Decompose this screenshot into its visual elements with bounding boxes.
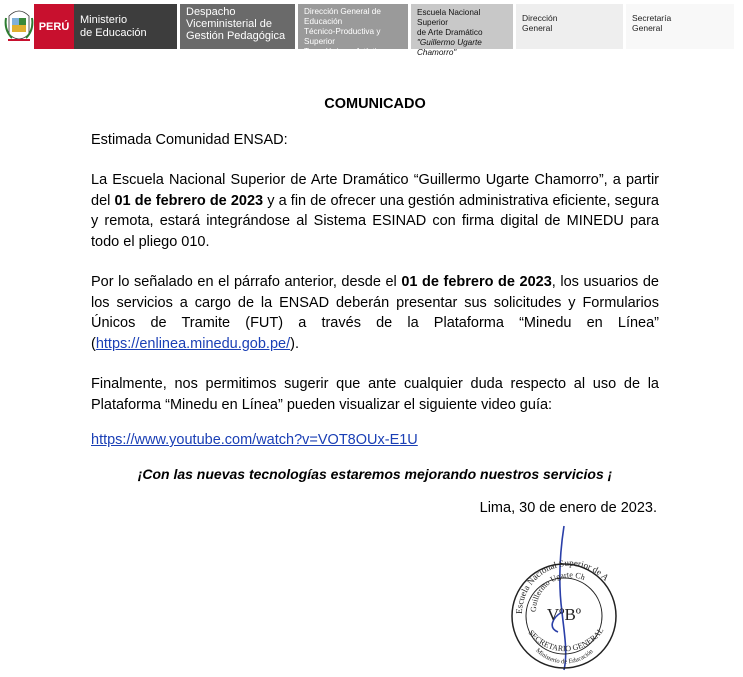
paragraph-1: La Escuela Nacional Superior de Arte Dramático “Guillermo Ugarte Chamorro”, a partir del 01 de febrero de 2023 y a fin de ofrecer una gestión administrativa eficiente, segura y remota, estará integrándose al Sistema ESINAD con firma digital de MINEDU para todo el pliego 010.	[91, 172, 659, 250]
directorate-label: Dirección General de Educación Técnico-Productiva y Superior Tecnológica y Artística	[298, 4, 408, 49]
coat-of-arms-icon	[4, 4, 34, 49]
date-line: Lima, 30 de enero de 2023.	[479, 500, 657, 516]
greeting: Estimada Comunidad ENSAD:	[91, 132, 288, 148]
video-link[interactable]: https://www.youtube.com/watch?v=VOT8OUx-E1U	[91, 432, 418, 448]
seal-inner-text: Guillermo Ugarte Ch	[528, 570, 587, 613]
general-direction-label: Dirección General	[516, 4, 623, 49]
paragraph-3: Finalmente, nos permitimos sugerir que ante cualquier duda respecto al uso de la Plataforma “Minedu en Línea” pueden visualizar el siguiente video guía:	[91, 376, 659, 413]
header-banner	[4, 4, 734, 57]
seal-outer-text: Escuela Nacional Superior de A	[513, 557, 611, 615]
svg-text:Escuela Nacional Superior de A	[502, 522, 611, 614]
peru-label: PERÚ	[34, 4, 74, 49]
paragraph-2: Por lo señalado en el párrafo anterior, desde el 01 de febrero de 2023, los usuarios de los servicios a cargo de la ENSAD deberán presentar sus solicitudes y Formularios Únicos de Tramite (FUT) a través de la Plataforma “Minedu en Línea” (https://enlinea.minedu.gob.pe/).	[91, 274, 659, 352]
video-paragraph	[91, 430, 659, 451]
seal-lower-text: SECRETARIO GENERAL	[526, 626, 606, 654]
ministry-label: Ministerio de Educación	[74, 4, 177, 49]
seal-center-text: VºBº	[546, 605, 582, 624]
minedu-link[interactable]: https://enlinea.minedu.gob.pe/	[95, 335, 291, 352]
seal-bottom-text: Ministerio de Educación	[534, 647, 595, 666]
document-title: COMUNICADO	[324, 96, 426, 112]
vice-ministry-label: Despacho Viceministerial de Gestión Pedagógica	[180, 4, 295, 49]
general-secretary-label: Secretaría General	[626, 4, 734, 49]
slogan: ¡Con las nuevas tecnologías estaremos mejorando nuestros servicios ¡	[137, 466, 613, 482]
school-label: Escuela Nacional Superior de Arte Dramático "Guillermo Ugarte Chamorro"	[411, 4, 513, 49]
official-seal	[502, 522, 622, 672]
